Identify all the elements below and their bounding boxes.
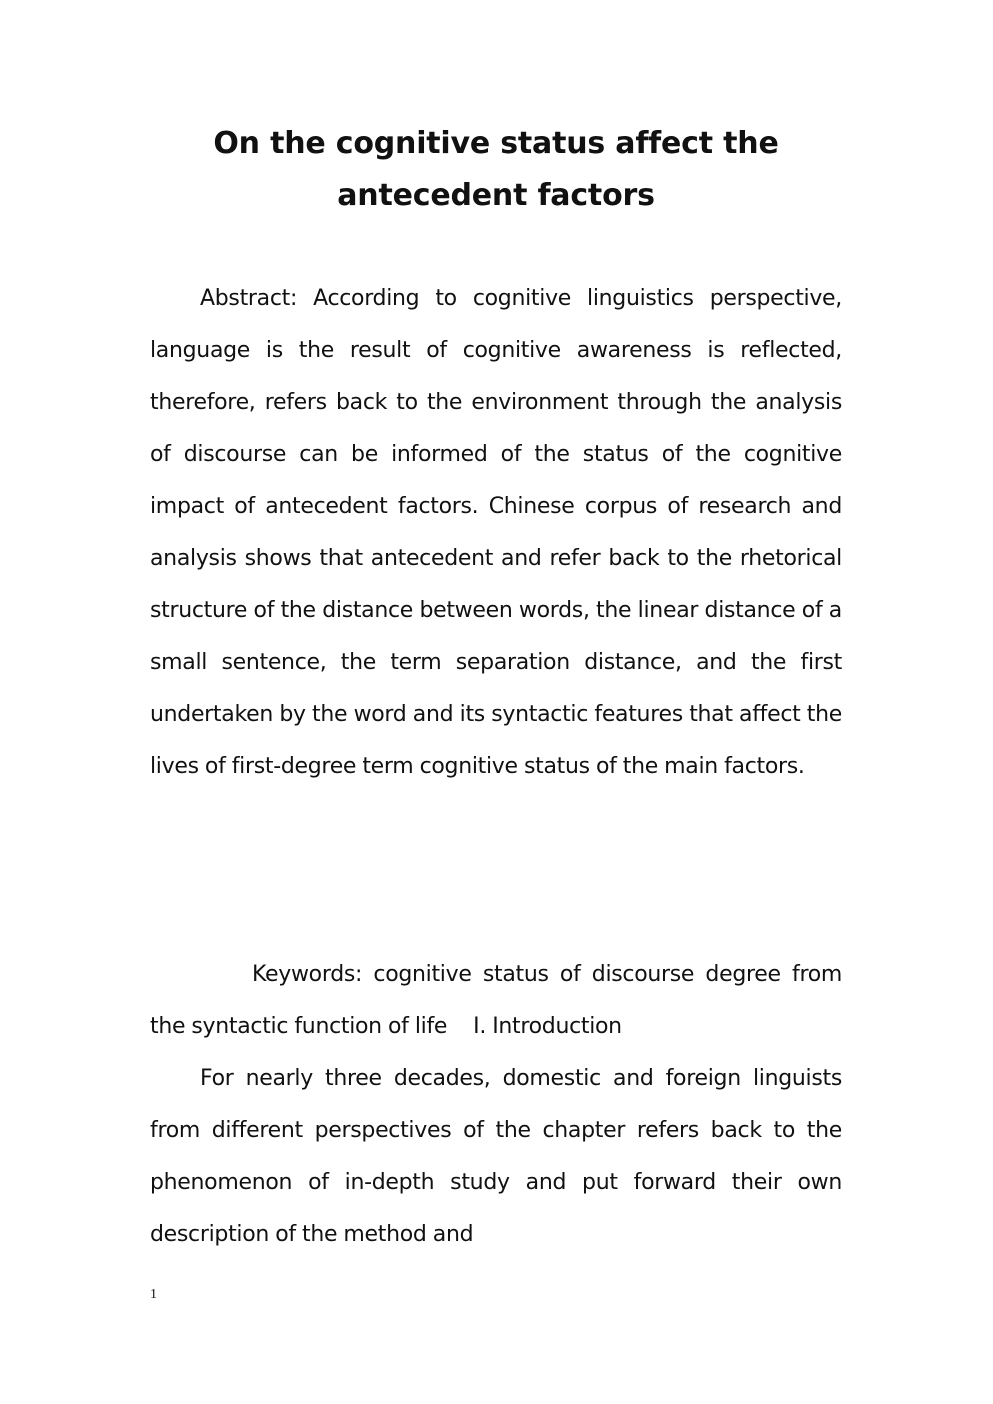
title-line-2: antecedent factors [337,178,655,213]
keywords-text: Keywords: cognitive status of discourse degree from the syntactic function of life [150,962,842,1039]
introduction-paragraph: For nearly three decades, domestic and foreign linguists from different perspectives of the chapter refers back to the phenomenon of in-depth study and put forward their own description of the method and [150,1066,842,1247]
section-heading: I. Introduction [473,1014,622,1039]
abstract-paragraph: Abstract: According to cognitive linguistics perspective, language is the result of cognitive awareness is reflected, therefore, refers back to the environment through the analysis of discourse can be informed of the status of the cognitive impact of antecedent factors. Chinese corpus of research and analysis shows that antecedent and refer back to the rhetorical structure of the distance between words, the linear distance of a small sentence, the term separation distance, and the first undertaken by the word and its syntactic features that affect the lives of first-degree term cognitive status of the main factors. [150,286,842,779]
document-title [150,118,842,222]
keywords-paragraph [150,949,842,1053]
page-number: 1 [150,1287,157,1302]
title-line-1: On the cognitive status affect the [213,126,779,161]
